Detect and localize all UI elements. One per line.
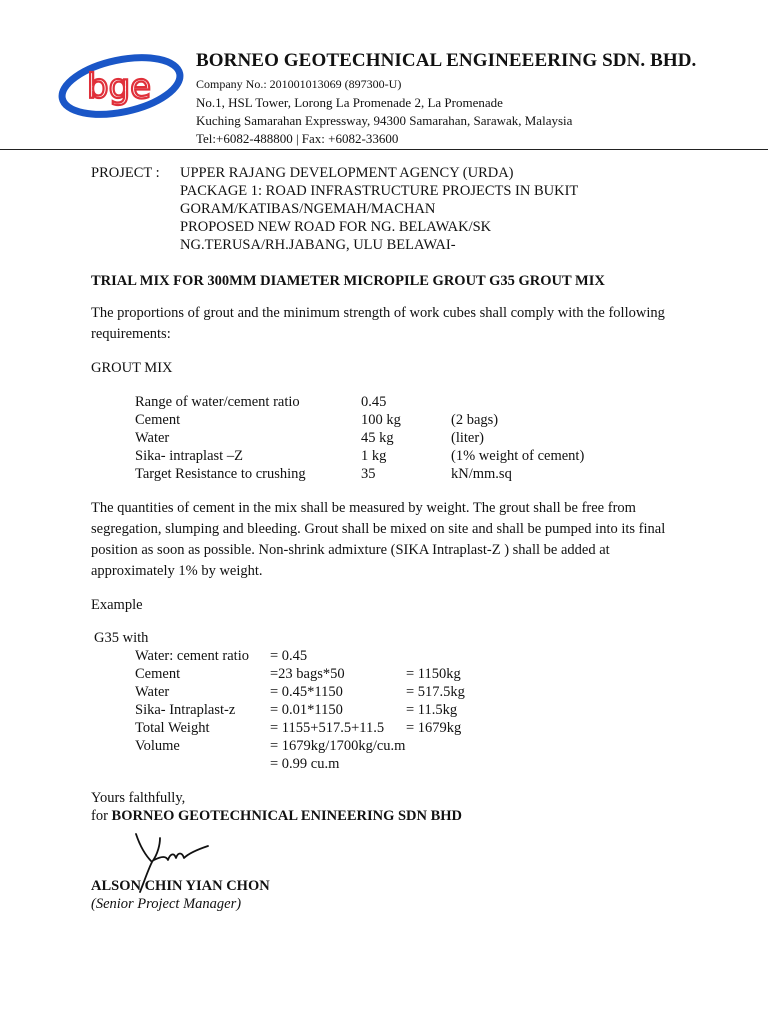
project-line: NG.TERUSA/RH.JABANG, ULU BELAWAI-: [180, 237, 456, 253]
grout-mix-heading: GROUT MIX: [91, 360, 173, 376]
example-result: = 11.5kg: [406, 702, 458, 718]
grout-mix-value: 0.45: [361, 394, 387, 410]
project-line: UPPER RAJANG DEVELOPMENT AGENCY (URDA): [180, 165, 514, 181]
project-line: PACKAGE 1: ROAD INFRASTRUCTURE PROJECTS IN BUKIT: [180, 183, 579, 199]
project-line: GORAM/KATIBAS/NGEMAH/MACHAN: [180, 201, 436, 217]
grout-mix-note: kN/mm.sq: [451, 466, 512, 482]
grout-mix-label: Cement: [135, 412, 181, 428]
grout-mix-value: 100 kg: [361, 412, 401, 428]
project-label: PROJECT :: [91, 165, 160, 181]
company-logo: [55, 46, 187, 124]
grout-mix-value: 1 kg: [361, 448, 387, 464]
example-calc: = 0.99 cu.m: [270, 756, 340, 772]
example-label: Cement: [135, 666, 181, 682]
example-calc: = 0.45*1150: [270, 684, 343, 700]
logo-text: bge: [87, 67, 152, 107]
example-label: Water: [135, 684, 170, 700]
example-calc: = 0.01*1150: [270, 702, 343, 718]
grout-mix-label: Target Resistance to crushing: [135, 466, 306, 482]
example-result: = 1150kg: [406, 666, 461, 682]
grout-mix-note: (2 bags): [451, 412, 499, 428]
for-prefix: for: [91, 808, 112, 824]
contact-line: Tel:+6082-488800 | Fax: +6082-33600: [196, 131, 399, 146]
example-label: Sika- Intraplast-z: [135, 702, 236, 718]
example-result: = 517.5kg: [406, 684, 465, 700]
grout-mix-label: Range of water/cement ratio: [135, 394, 300, 410]
quantities-paragraph: The quantities of cement in the mix shall be measured by weight. The grout shall be free from segregation, slumping and bleeding. Grout shall be mixed on site and shall be pumped into its final position as soon as possible. Non-shrink admixture (SIKA Intraplast-Z ) shall be added at approximately 1% by weight.: [91, 500, 666, 579]
grout-mix-value: 35: [361, 466, 376, 482]
salutation: Yours falthfully,: [91, 790, 186, 806]
example-result: = 1679kg: [406, 720, 462, 736]
address-line-2: Kuching Samarahan Expressway, 94300 Samarahan, Sarawak, Malaysia: [196, 113, 573, 128]
document-title: TRIAL MIX FOR 300MM DIAMETER MICROPILE GROUT G35 GROUT MIX: [91, 273, 605, 289]
grout-mix-note: (1% weight of cement): [451, 448, 585, 464]
signer-name: ALSON CHIN YIAN CHON: [91, 878, 270, 894]
example-label: Water: cement ratio: [135, 648, 249, 664]
for-company-line: [91, 807, 462, 825]
grout-mix-label: Sika- intraplast –Z: [135, 448, 243, 464]
example-calc: = 1155+517.5+11.5: [270, 720, 385, 736]
example-calc: = 0.45: [270, 648, 308, 664]
grout-mix-label: Water: [135, 430, 170, 446]
grout-mix-note: (liter): [451, 430, 485, 446]
header-divider: [0, 149, 768, 150]
company-name: BORNEO GEOTECHNICAL ENGINEEERING SDN. BHD.: [196, 50, 697, 71]
example-subheading: G35 with: [94, 630, 149, 646]
address-line-1: No.1, HSL Tower, Lorong La Promenade 2, La Promenade: [196, 95, 503, 110]
example-heading: Example: [91, 597, 143, 613]
example-label: Volume: [135, 738, 180, 754]
example-label: Total Weight: [135, 720, 210, 736]
example-calc: = 1679kg/1700kg/cu.m: [270, 738, 406, 754]
for-company-name: BORNEO GEOTECHNICAL ENINEERING SDN BHD: [111, 808, 463, 824]
company-number: Company No.: 201001013069 (897300-U): [196, 77, 402, 91]
intro-paragraph: The proportions of grout and the minimum strength of work cubes shall comply with the following requirements:: [91, 305, 665, 342]
project-line: PROPOSED NEW ROAD FOR NG. BELAWAK/SK: [180, 219, 492, 235]
example-calc: =23 bags*50: [270, 666, 345, 682]
grout-mix-value: 45 kg: [361, 430, 394, 446]
signer-title: (Senior Project Manager): [91, 896, 242, 912]
